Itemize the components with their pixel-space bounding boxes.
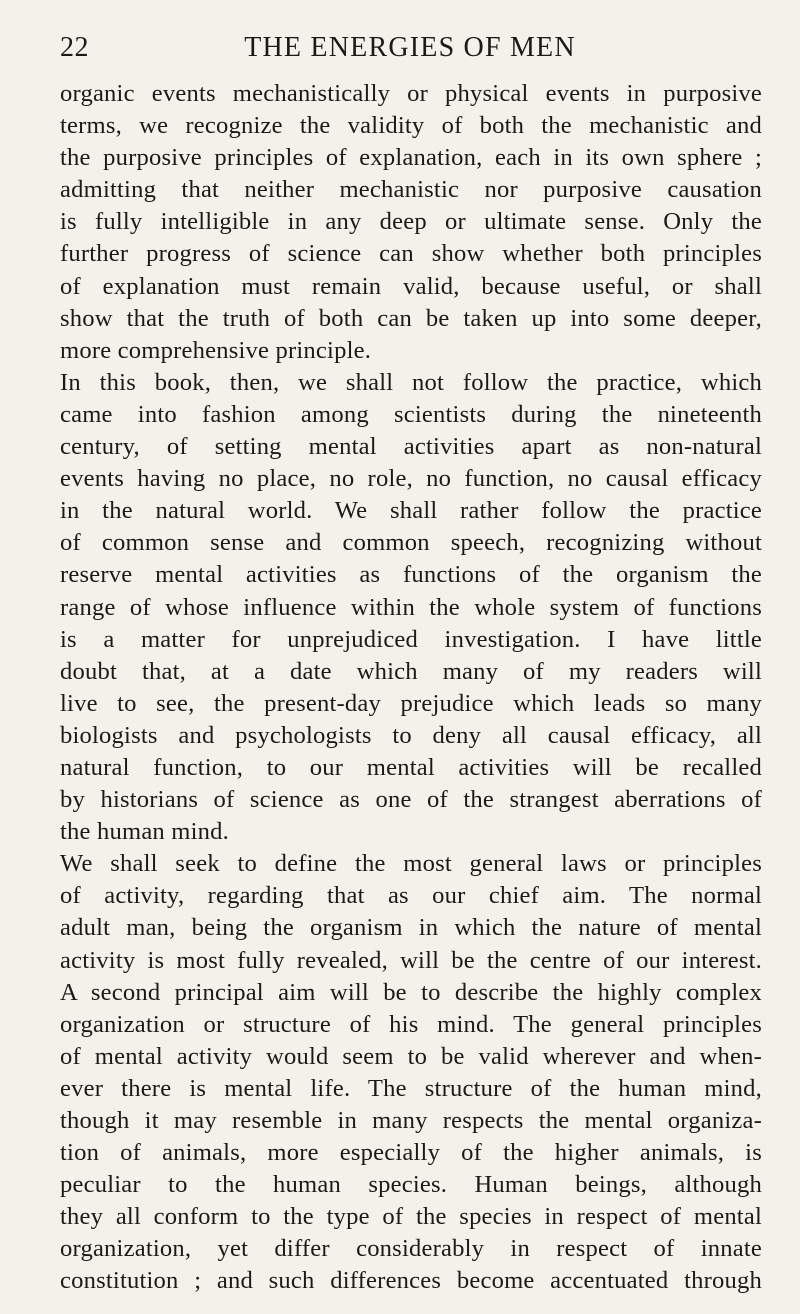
running-head: THE ENERGIES OF MEN — [244, 32, 576, 63]
text-line: show that the truth of both can be taken up into some deeper, — [60, 304, 762, 332]
text-line: more comprehensive principle. — [60, 336, 372, 364]
text-line: events having no place, no role, no function, no causal efficacy — [60, 465, 762, 493]
text-line: tion of animals, more especially of the higher animals, is — [60, 1139, 762, 1167]
text-line: century, of setting mental activities apart as non-natural — [60, 433, 762, 461]
page-number: 22 — [60, 32, 89, 63]
text-line: doubt that, at a date which many of my readers will — [60, 657, 762, 685]
text-line: ever there is mental life. The structure of the human mind, — [60, 1074, 762, 1102]
text-line: terms, we recognize the validity of both the mechanistic and — [60, 112, 762, 140]
text-line: of explanation must remain valid, because useful, or shall — [60, 272, 762, 300]
text-line: peculiar to the human species. Human beings, although — [60, 1171, 762, 1199]
text-line: live to see, the present-day prejudice which leads so many — [60, 689, 762, 717]
text-line: though it may resemble in many respects the mental organiza- — [60, 1107, 762, 1134]
text-line: organic events mechanistically or physical events in purposive — [60, 80, 762, 107]
text-line: activity is most fully revealed, will be the centre of our interest. — [60, 946, 762, 974]
text-line: organization or structure of his mind. The general principles — [60, 1010, 762, 1038]
text-line: further progress of science can show whether both principles — [60, 240, 762, 268]
text-line: range of whose influence within the whole system of functions — [60, 593, 762, 621]
text-line: they all conform to the type of the species in respect of mental — [60, 1203, 762, 1231]
text-line: of activity, regarding that as our chief aim. The normal — [60, 882, 762, 910]
text-line: is fully intelligible in any deep or ultimate sense. Only the — [60, 208, 762, 236]
text-line: in the natural world. We shall rather follow the practice — [60, 497, 762, 525]
text-line: In this book, then, we shall not follow the practice, which — [60, 368, 762, 396]
text-line: came into fashion among scientists during the nineteenth — [60, 400, 762, 428]
text-line: organization, yet differ considerably in respect of innate — [60, 1235, 762, 1263]
text-line: the purposive principles of explanation, each in its own sphere ; — [60, 144, 762, 172]
body-text — [60, 78, 762, 1298]
text-line: biologists and psychologists to deny all causal efficacy, all — [60, 721, 762, 749]
text-line: of common sense and common speech, recognizing without — [60, 529, 762, 557]
text-line: natural function, to our mental activities will be recalled — [60, 753, 762, 781]
text-line: reserve mental activities as functions of the organism the — [60, 561, 762, 589]
text-line: admitting that neither mechanistic nor purposive causation — [60, 176, 762, 204]
text-line: by historians of science as one of the strangest aberrations of — [60, 786, 762, 814]
text-line: is a matter for unprejudiced investigation. I have little — [60, 625, 762, 653]
text-line: adult man, being the organism in which the nature of mental — [60, 914, 762, 942]
text-line: the human mind. — [60, 818, 229, 846]
text-line: A second principal aim will be to describe the highly complex — [60, 978, 762, 1006]
page-header — [60, 28, 760, 68]
text-line: constitution ; and such differences become accentuated through — [60, 1267, 762, 1295]
text-line: We shall seek to define the most general laws or principles — [60, 850, 762, 878]
text-line: of mental activity would seem to be valid wherever and when- — [60, 1042, 762, 1070]
